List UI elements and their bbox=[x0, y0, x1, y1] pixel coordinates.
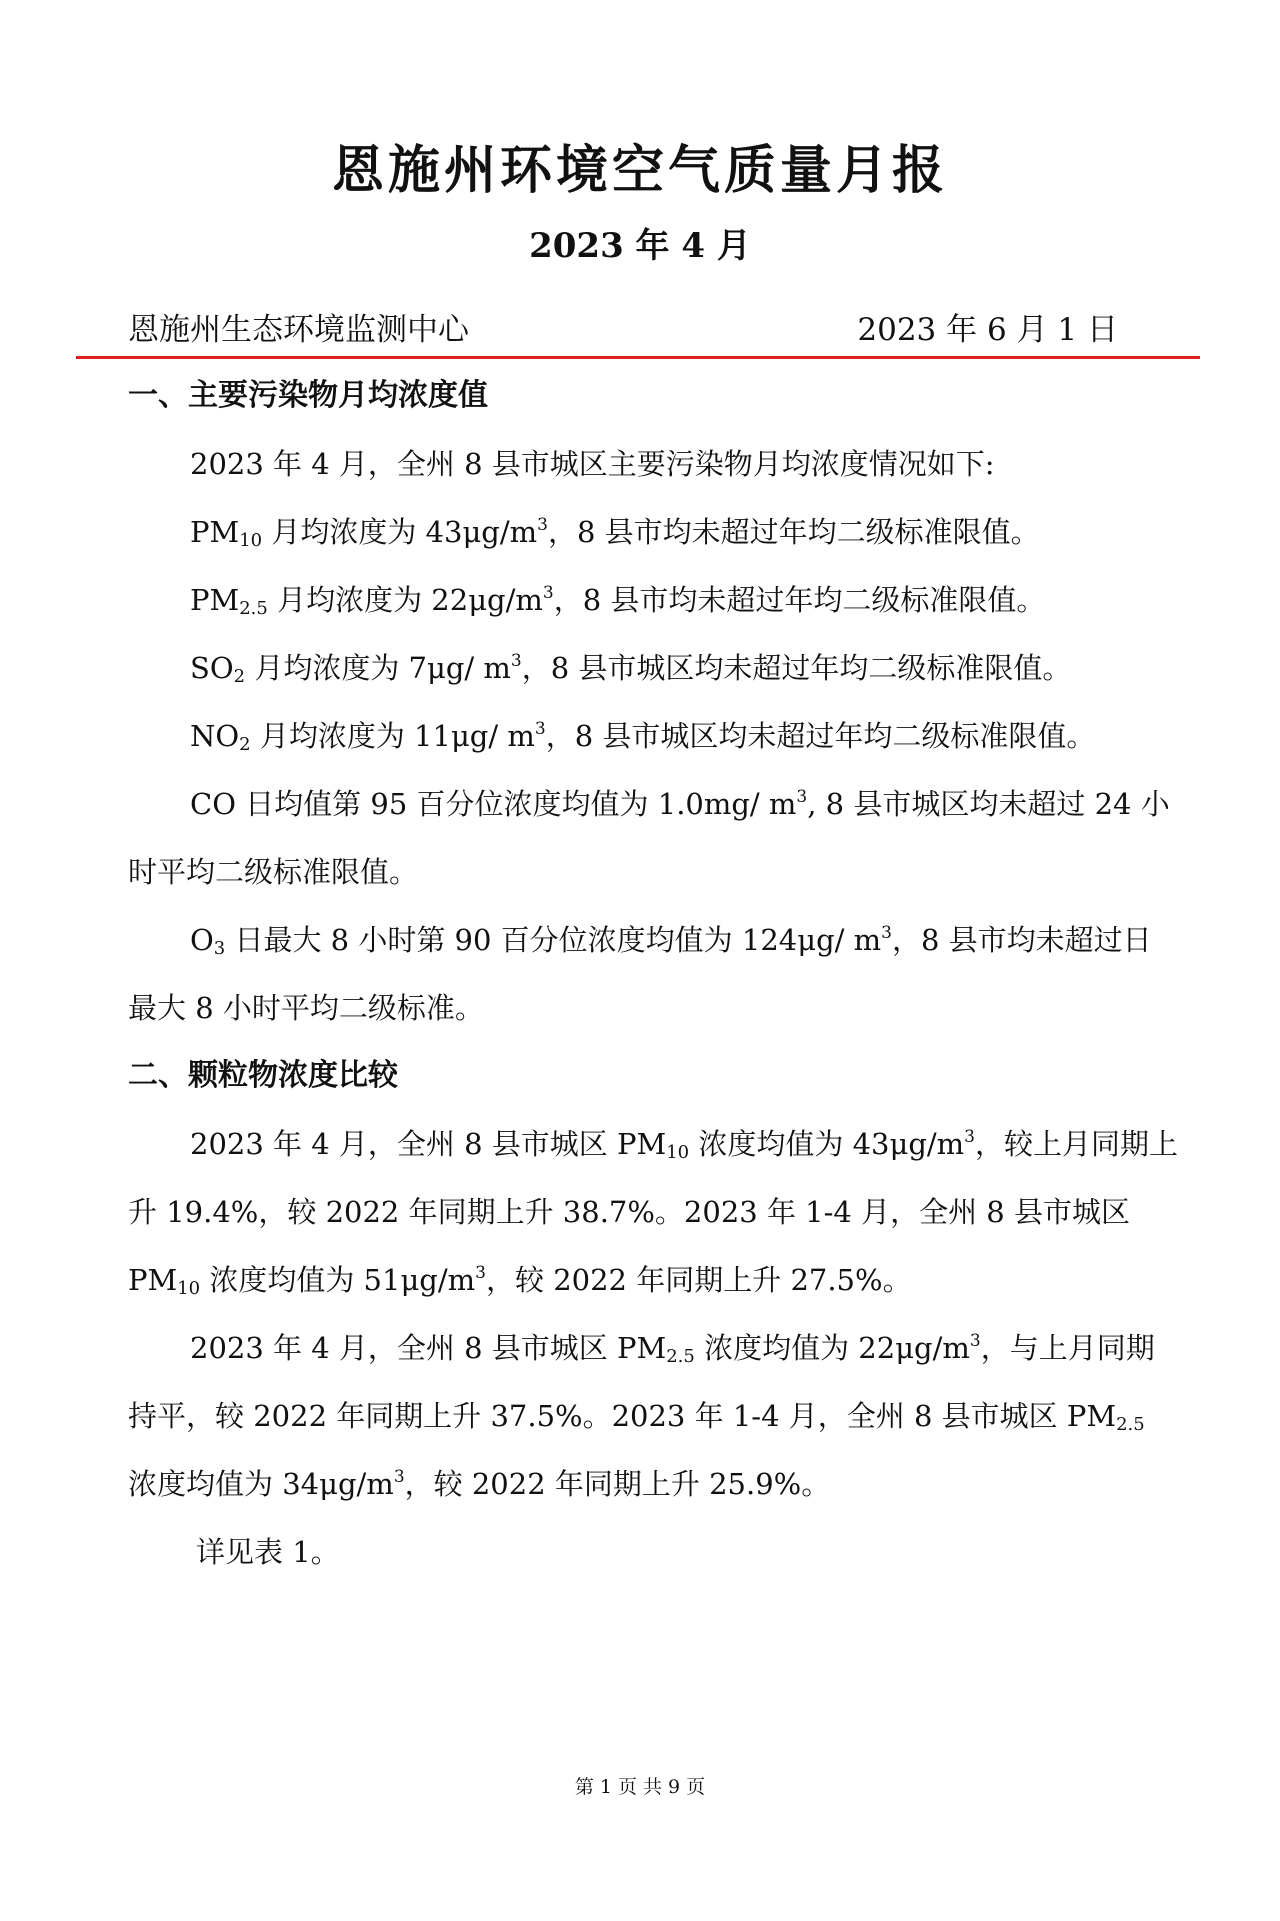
pollutant-name: SO bbox=[190, 651, 234, 685]
subscript: 2.5 bbox=[239, 598, 268, 619]
subscript: 10 bbox=[177, 1278, 201, 1299]
subscript: 10 bbox=[666, 1142, 690, 1163]
text: ，8 县市城区均未超过年均二级标准限值。 bbox=[545, 719, 1096, 753]
text: 浓度均值为 34μg/m bbox=[128, 1467, 394, 1501]
text: ，较上月同期上升 19.4%，较 2022 年同期上升 38.7%。2023 年 1-4 月，全州 8 县市城区 PM bbox=[128, 1127, 1179, 1297]
text: , 8 县市城区均未超过 24 小时平均二级标准限值。 bbox=[128, 787, 1170, 889]
superscript: 3 bbox=[881, 923, 892, 943]
superscript: 3 bbox=[964, 1127, 975, 1147]
subscript: 2 bbox=[239, 734, 251, 755]
superscript: 3 bbox=[510, 651, 522, 671]
report-period: 2023 年 4 月 bbox=[529, 226, 751, 266]
text: ，较 2022 年同期上升 25.9%。 bbox=[404, 1467, 831, 1501]
pm10-paragraph bbox=[128, 498, 1178, 566]
superscript: 3 bbox=[537, 515, 548, 535]
co-paragraph bbox=[128, 770, 1178, 906]
pollutant-name: O bbox=[190, 923, 214, 957]
subscript: 3 bbox=[213, 938, 226, 959]
superscript: 3 bbox=[542, 583, 554, 603]
o3-paragraph bbox=[128, 906, 1178, 1042]
subscript: 2 bbox=[233, 666, 246, 687]
text: 月均浓度为 7μg/ m bbox=[245, 651, 511, 685]
text: 日最大 8 小时第 90 百分位浓度均值为 124μg/ m bbox=[225, 923, 882, 957]
text: 浓度均值为 22μg/m bbox=[694, 1331, 970, 1365]
superscript: 3 bbox=[969, 1331, 981, 1351]
pm25-comparison-paragraph bbox=[128, 1314, 1178, 1518]
no2-paragraph bbox=[128, 702, 1178, 770]
pm25-paragraph bbox=[128, 566, 1178, 634]
text: ，8 县市均未超过年均二级标准限值。 bbox=[553, 583, 1046, 617]
table-reference: 详见表 1。 bbox=[196, 1535, 340, 1569]
text: 2023 年 4 月，全州 8 县市城区 PM bbox=[190, 1331, 667, 1365]
report-body bbox=[128, 362, 1178, 1586]
section1-intro: 2023 年 4 月，全州 8 县市城区主要污染物月均浓度情况如下: bbox=[190, 447, 995, 481]
text: ，较 2022 年同期上升 27.5%。 bbox=[485, 1263, 912, 1297]
subscript: 2.5 bbox=[666, 1346, 695, 1367]
so2-paragraph bbox=[128, 634, 1178, 702]
text: CO 日均值第 95 百分位浓度均值为 1.0mg/ m bbox=[190, 787, 797, 821]
header-divider bbox=[76, 356, 1200, 359]
superscript: 3 bbox=[796, 787, 808, 807]
superscript: 3 bbox=[393, 1467, 405, 1487]
text: 月均浓度为 43μg/m bbox=[262, 515, 538, 549]
pollutant-name: PM bbox=[190, 583, 240, 617]
text: ，8 县市均未超过年均二级标准限值。 bbox=[547, 515, 1040, 549]
text: 月均浓度为 11μg/ m bbox=[250, 719, 535, 753]
pollutant-name: PM bbox=[190, 515, 240, 549]
text: ，与上月同期持平，较 2022 年同期上升 37.5%。2023 年 1-4 月，全州 8 县市城区 PM bbox=[128, 1331, 1155, 1433]
subscript: 10 bbox=[239, 530, 263, 551]
text: 2023 年 4 月，全州 8 县市城区 PM bbox=[190, 1127, 667, 1161]
page-number: 第 1 页 共 9 页 bbox=[574, 1776, 706, 1798]
pm10-comparison-paragraph bbox=[128, 1110, 1178, 1314]
subscript: 2.5 bbox=[1116, 1414, 1145, 1435]
text: ，8 县市均未超过日最大 8 小时平均二级标准。 bbox=[128, 923, 1152, 1025]
section1-heading: 一、主要污染物月均浓度值 bbox=[128, 378, 488, 413]
issue-date: 2023 年 6 月 1 日 bbox=[857, 312, 1118, 348]
text: 浓度均值为 43μg/m bbox=[689, 1127, 965, 1161]
text: 浓度均值为 51μg/m bbox=[200, 1263, 476, 1297]
section2-heading: 二、颗粒物浓度比较 bbox=[128, 1058, 398, 1093]
superscript: 3 bbox=[534, 719, 546, 739]
text: 月均浓度为 22μg/m bbox=[267, 583, 543, 617]
report-title: 恩施州环境空气质量月报 bbox=[331, 140, 948, 201]
text: ，8 县市城区均未超过年均二级标准限值。 bbox=[521, 651, 1072, 685]
pollutant-name: NO bbox=[190, 719, 240, 753]
superscript: 3 bbox=[475, 1263, 486, 1283]
issuing-organization: 恩施州生态环境监测中心 bbox=[128, 312, 469, 348]
